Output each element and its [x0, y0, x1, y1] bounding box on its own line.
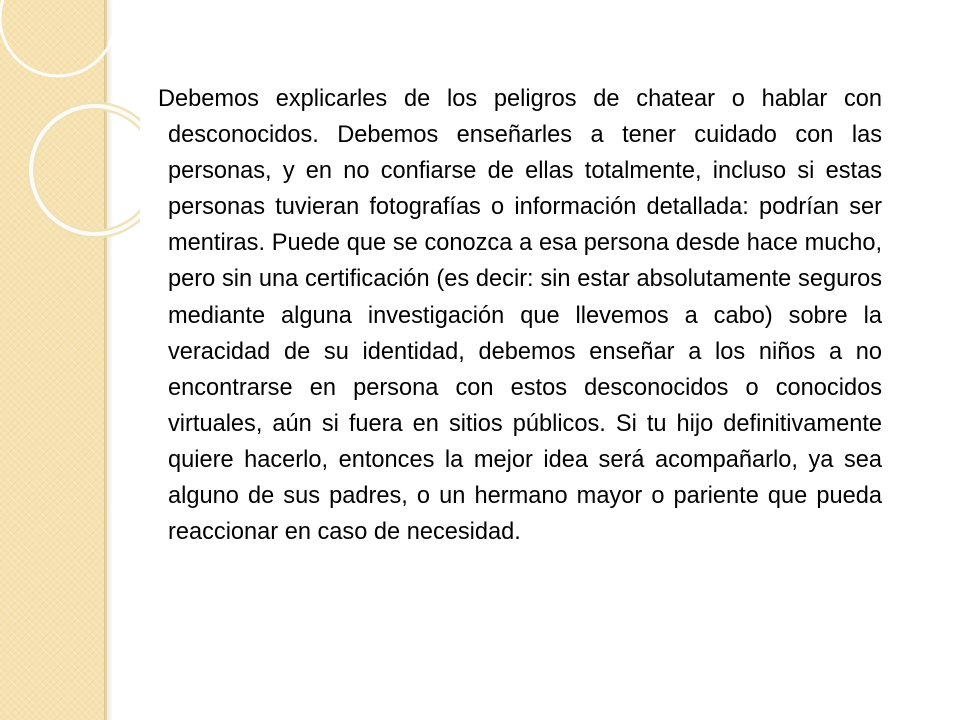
body-paragraph: Debemos explicarles de los peligros de chatear o hablar con desconocidos. Debemos enseñarles a tener cuidado con las personas, y en no confiarse de ellas totalmente, incluso si estas personas tuvieran fotografías o información detallada: podrían ser mentiras. Puede que se conozca a esa persona desde hace mucho, pero sin una certificación (es decir: sin estar absolutamente seguros mediante alguna investigación que llevemos a cabo) sobre la veracidad de su identidad, debemos enseñar a los niños a no encontrarse en persona con estos desconocidos o conocidos virtuales, aún si fuera en sitios públicos. Si tu hijo definitivamente quiere hacerlo, entonces la mejor idea será acompañarlo, ya sea alguno de sus padres, o un hermano mayor o pariente que pueda reaccionar en caso de necesidad. [158, 86, 882, 546]
upper-ring [0, 0, 116, 76]
lower-ring [31, 106, 140, 234]
decorative-rings [0, 0, 140, 320]
